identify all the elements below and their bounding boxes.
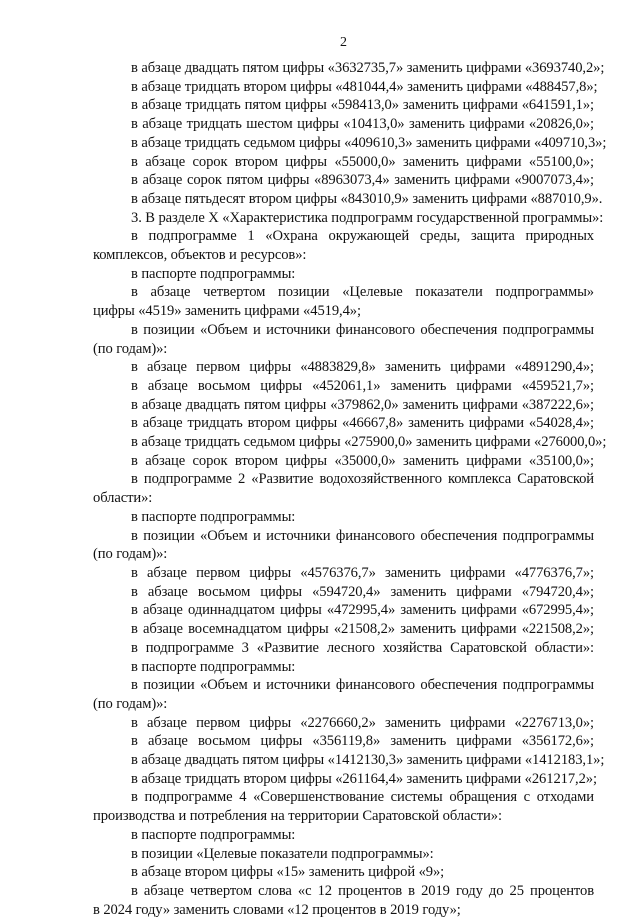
text-line: в подпрограмме 1 «Охрана окружающей среды, защита природных: [131, 228, 594, 245]
text-line: в подпрограмме 2 «Развитие водохозяйственного комплекса Саратовской: [131, 471, 594, 488]
text-line: в абзаце тридцать втором цифры «261164,4» заменить цифрами «261217,2»;: [131, 770, 597, 787]
text-line: в 2024 году» заменить словами «12 процентов в 2019 году»;: [93, 901, 461, 918]
text-line: в абзаце двадцать пятом цифры «379862,0» заменить цифрами «387222,6»;: [131, 396, 594, 413]
text-line: в абзаце втором цифры «15» заменить цифрой «9»;: [131, 864, 445, 881]
text-line: в абзаце одиннадцатом цифры «472995,4» заменить цифрами «672995,4»;: [131, 602, 594, 619]
text-line: в паспорте подпрограммы:: [131, 658, 296, 675]
text-line: в абзаце восьмом цифры «452061,1» заменить цифрами «459521,7»;: [131, 377, 594, 394]
text-line: (по годам)»:: [93, 340, 168, 357]
text-line: (по годам)»:: [93, 695, 168, 712]
text-line: в паспорте подпрограммы:: [131, 508, 296, 525]
text-line: в абзаце двадцать пятом цифры «3632735,7» заменить цифрами «3693740,2»;: [131, 60, 605, 76]
text-line: в позиции «Объем и источники финансового обеспечения подпрограммы: [131, 321, 594, 338]
text-line: в абзаце сорок втором цифры «35000,0» заменить цифрами «35100,0»;: [131, 452, 594, 469]
text-line: в абзаце пятьдесят втором цифры «843010,9» заменить цифрами «887010,9».: [131, 190, 603, 207]
text-line: цифры «4519» заменить цифрами «4519,4»;: [93, 303, 361, 320]
text-line: в абзаце тридцать пятом цифры «598413,0» заменить цифрами «641591,1»;: [131, 97, 594, 114]
text-line: области»:: [93, 490, 153, 507]
text-line: производства и потребления на территории Саратовской области»:: [93, 808, 502, 825]
text-line: в абзаце четвертом позиции «Целевые показатели подпрограммы»: [131, 284, 594, 301]
text-line: в абзаце восьмом цифры «356119,8» заменить цифрами «356172,6»;: [131, 733, 594, 750]
text-line: в абзаце тридцать втором цифры «46667,8» заменить цифрами «54028,4»;: [131, 415, 594, 432]
text-line: в позиции «Целевые показатели подпрограммы»:: [131, 845, 434, 862]
text-line: в подпрограмме 4 «Совершенствование системы обращения с отходами: [131, 789, 594, 806]
page-number: 2: [340, 35, 347, 50]
text-line: в позиции «Объем и источники финансового обеспечения подпрограммы: [131, 527, 594, 544]
text-line: комплексов, объектов и ресурсов»:: [93, 247, 307, 264]
text-line: (по годам)»:: [93, 546, 168, 563]
text-line: в позиции «Объем и источники финансового обеспечения подпрограммы: [131, 677, 594, 694]
text-line: в паспорте подпрограммы:: [131, 265, 296, 282]
text-line: в абзаце четвертом слова «с 12 процентов в 2019 году до 25 процентов: [131, 882, 594, 899]
text-line: в паспорте подпрограммы:: [131, 826, 296, 843]
text-line: в абзаце восьмом цифры «594720,4» заменить цифрами «794720,4»;: [131, 583, 594, 600]
text-line: в абзаце первом цифры «2276660,2» заменить цифрами «2276713,0»;: [131, 714, 594, 731]
text-line: в абзаце тридцать втором цифры «481044,4» заменить цифрами «488457,8»;: [131, 78, 598, 95]
text-line: в абзаце восемнадцатом цифры «21508,2» заменить цифрами «221508,2»;: [131, 621, 594, 638]
text-line: в абзаце первом цифры «4883829,8» заменить цифрами «4891290,4»;: [131, 359, 594, 376]
text-line: в подпрограмме 3 «Развитие лесного хозяйства Саратовской области»:: [131, 639, 594, 656]
text-line: в абзаце тридцать седьмом цифры «275900,0» заменить цифрами «276000,0»;: [131, 434, 607, 451]
text-line: в абзаце сорок втором цифры «55000,0» заменить цифрами «55100,0»;: [131, 153, 594, 170]
text-line: в абзаце тридцать шестом цифры «10413,0» заменить цифрами «20826,0»;: [131, 116, 594, 133]
text-line: в абзаце тридцать седьмом цифры «409610,3» заменить цифрами «409710,3»;: [131, 134, 607, 151]
text-line: в абзаце двадцать пятом цифры «1412130,3» заменить цифрами «1412183,1»;: [131, 752, 605, 769]
text-line: в абзаце первом цифры «4576376,7» заменить цифрами «4776376,7»;: [131, 564, 594, 581]
document-body: [93, 59, 607, 919]
text-line: 3. В разделе X «Характеристика подпрограмм государственной программы»:: [131, 209, 604, 226]
text-line: в абзаце сорок пятом цифры «8963073,4» заменить цифрами «9007073,4»;: [131, 172, 594, 189]
